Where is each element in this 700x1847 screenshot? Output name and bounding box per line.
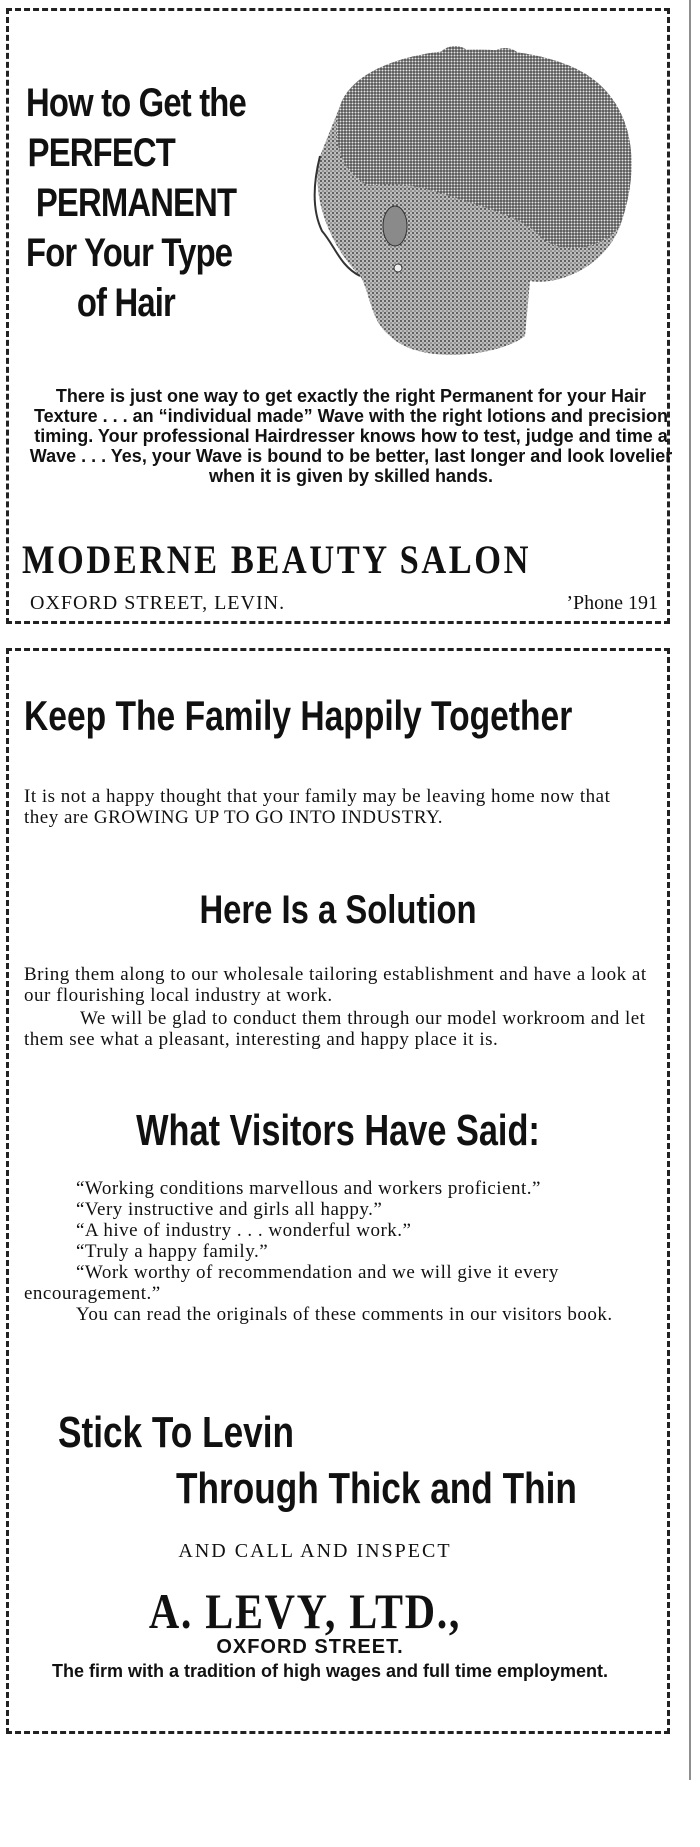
quote-item: “Working conditions marvellous and workers proficient.”: [76, 1178, 541, 1199]
visitors-heading: What Visitors Have Said:: [136, 1106, 540, 1155]
headline-line: How to Get the: [26, 81, 246, 125]
woman-profile-illustration: [300, 36, 660, 376]
quote-item: “A hive of industry . . . wonderful work.”: [76, 1220, 412, 1241]
slogan-line: Stick To Levin: [58, 1408, 295, 1457]
salon-phone: ’Phone 191: [566, 592, 658, 614]
company-street: OXFORD STREET.: [216, 1636, 404, 1658]
headline-line: of Hair: [76, 281, 175, 325]
headline-line: PERFECT: [27, 131, 175, 175]
solution-paragraph: Bring them along to our wholesale tailoring establishment and have a look at our flourishing local industry at work.: [24, 964, 647, 1006]
solution-heading: Here Is a Solution: [199, 888, 477, 932]
salon-name: MODERNE BEAUTY SALON: [22, 537, 532, 582]
call-to-action: AND CALL AND INSPECT: [178, 1540, 452, 1562]
salon-headline: [26, 78, 264, 328]
levy-headline: Keep The Family Happily Together: [24, 692, 573, 739]
column-rule: [689, 0, 691, 1780]
company-name: A. LEVY, LTD.,: [148, 1583, 462, 1639]
quote-item: “Truly a happy family.”: [76, 1241, 269, 1262]
quote-item: “Work worthy of recommendation and we will give it every encouragement.”: [24, 1262, 559, 1304]
intro-paragraph: It is not a happy thought that your family may be leaving home now that they are GROWING UP TO GO INTO INDUSTRY.: [24, 786, 611, 828]
quote-item: “Very instructive and girls all happy.”: [76, 1199, 383, 1220]
headline-line: PERMANENT: [35, 181, 237, 225]
quote-item: You can read the originals of these comments in our visitors book.: [76, 1304, 613, 1325]
salon-body-text: There is just one way to get exactly the right Permanent for your Hair Texture . . . an “individual made” Wave with the right lotions and precision timing. Your professional Hairdresser knows how to test, judge and time a Wave . . . Yes, your Wave is bound to be better, last longer and look lovelier when it is given by skilled hands.: [29, 386, 673, 486]
company-tagline: The firm with a tradition of high wages and full time employment.: [51, 1661, 609, 1681]
visitor-quotes: [24, 1178, 648, 1325]
solution-paragraph: We will be glad to conduct them through our model workroom and let them see what a pleasant, interesting and happy place it is.: [24, 1008, 646, 1050]
headline-line: For Your Type: [26, 231, 233, 275]
slogan-line: Through Thick and Thin: [176, 1464, 577, 1513]
salon-address: OXFORD STREET, LEVIN.: [30, 592, 286, 614]
